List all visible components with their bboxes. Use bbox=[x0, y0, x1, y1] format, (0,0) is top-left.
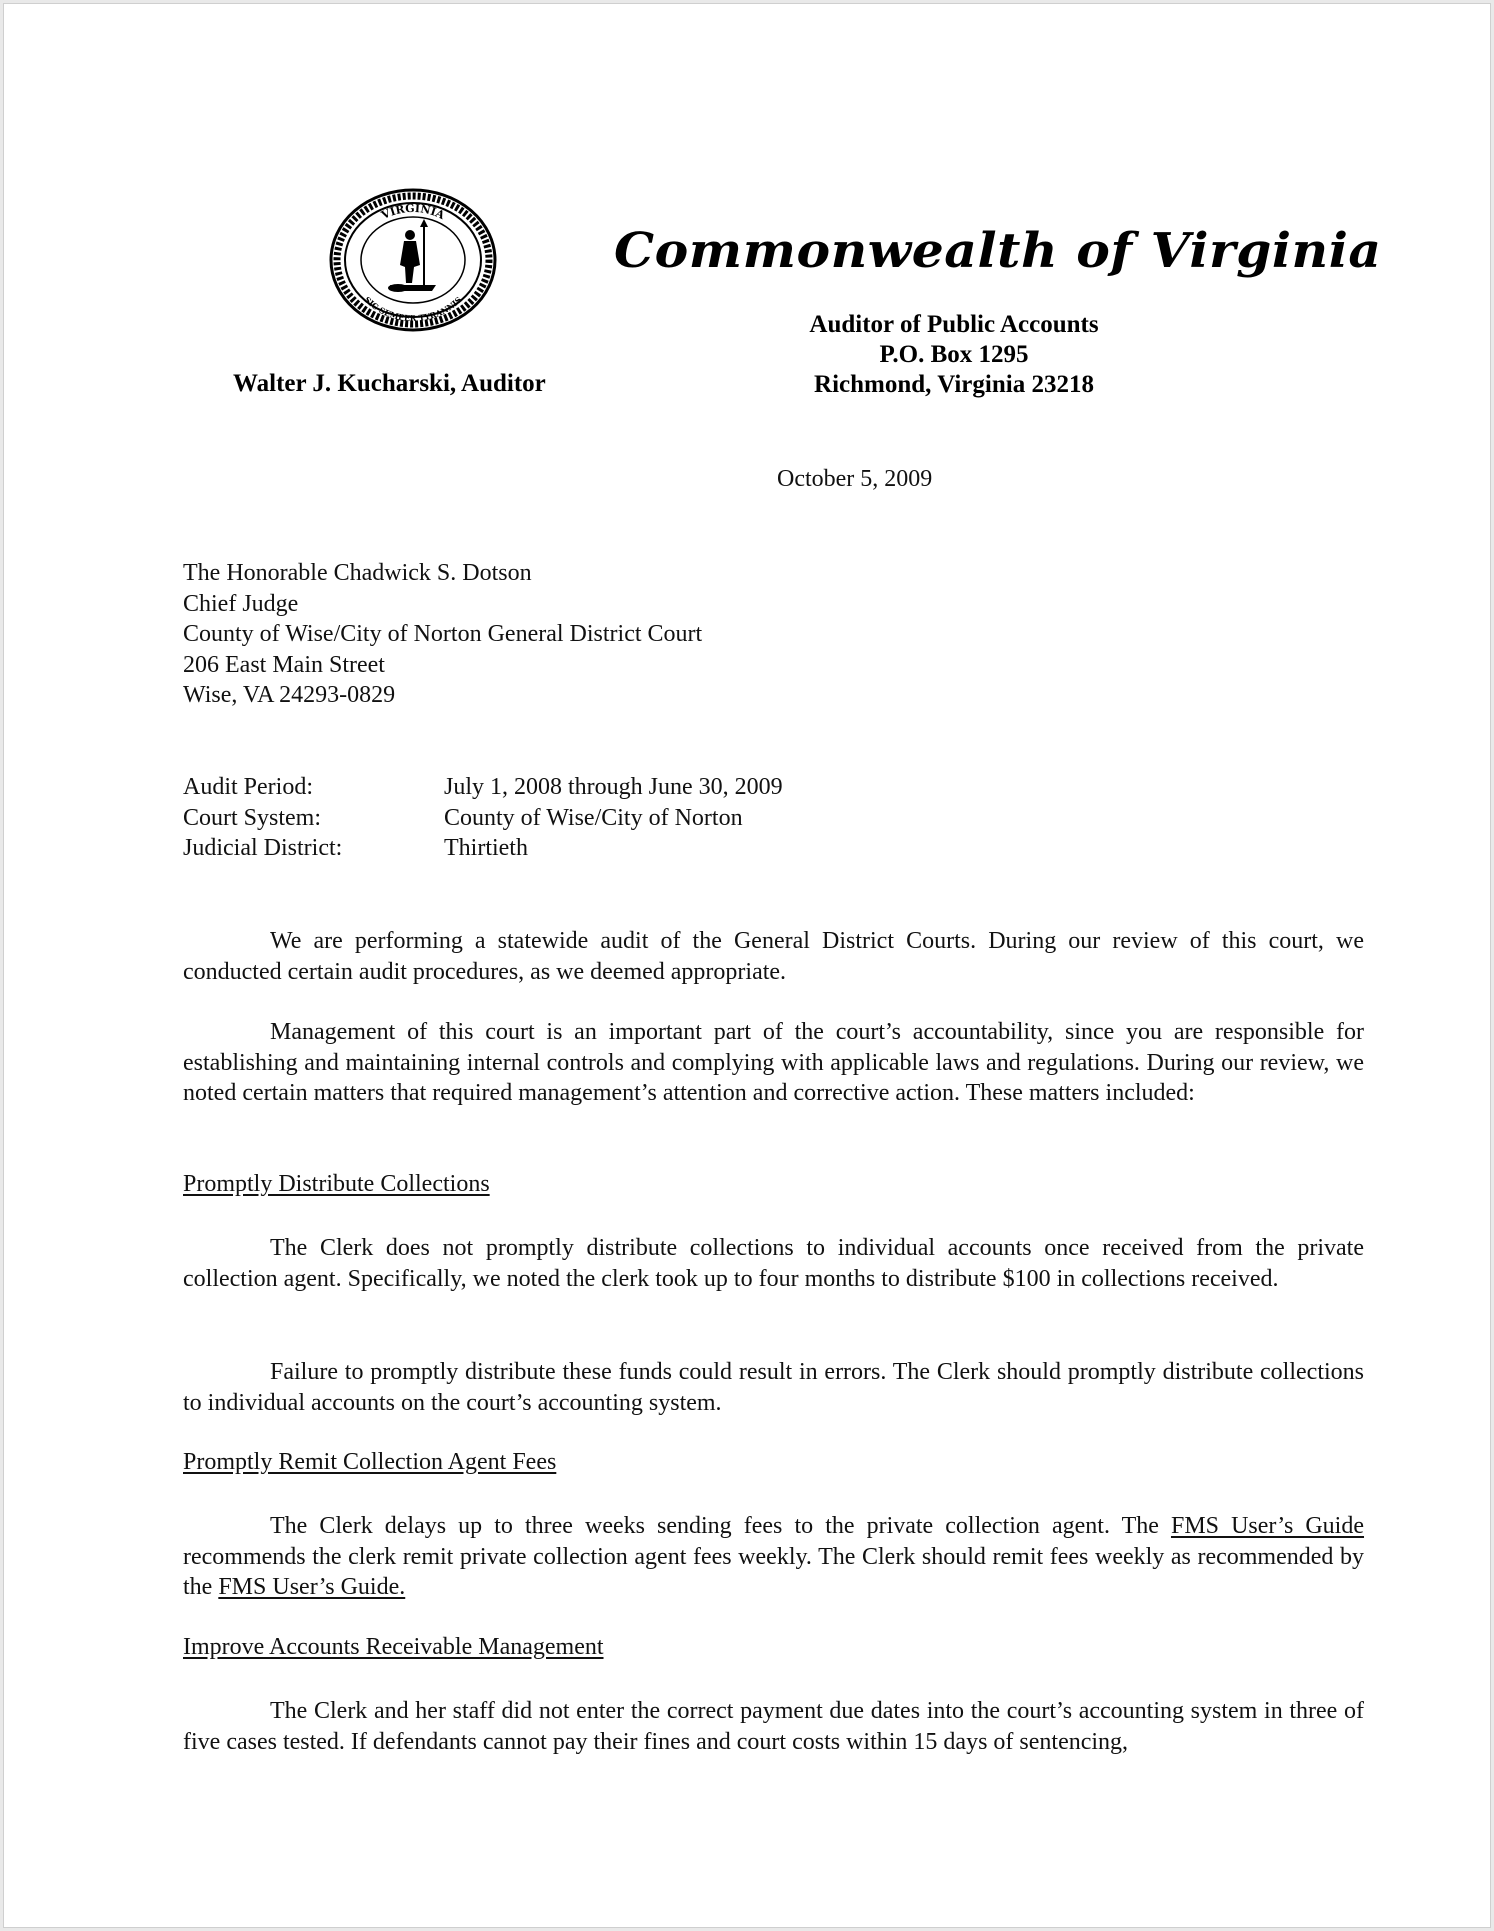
receivables-paragraph bbox=[183, 1696, 1364, 1757]
paragraph-text: The Clerk and her staff did not enter the correct payment due dates into the court’s accounting system in three of five cases tested. If defendants cannot pay their fines and court costs within 15 days of sentencing, bbox=[183, 1698, 1364, 1755]
virginia-seal-icon bbox=[328, 187, 498, 333]
svg-text:VIRGINIA: VIRGINIA bbox=[379, 201, 447, 223]
distribute-paragraph bbox=[183, 1233, 1364, 1294]
audit-info-label: Audit Period: bbox=[183, 774, 313, 800]
svg-text:SIC SEMPER TYRANNIS: SIC SEMPER TYRANNIS bbox=[362, 294, 464, 324]
section-heading-receivables: Improve Accounts Receivable Management bbox=[183, 1634, 604, 1660]
recipient-name: The Honorable Chadwick S. Dotson bbox=[183, 560, 532, 586]
audit-info-label: Judicial District: bbox=[183, 835, 343, 861]
audit-info-row bbox=[183, 803, 783, 834]
section-heading-distribute: Promptly Distribute Collections bbox=[183, 1171, 490, 1197]
paragraph-text: The Clerk delays up to three weeks sending fees to the private collection agent. The bbox=[270, 1513, 1171, 1539]
distribute-recommendation bbox=[183, 1357, 1364, 1418]
intro-paragraph bbox=[183, 926, 1364, 987]
audit-info-value: July 1, 2008 through June 30, 2009 bbox=[444, 774, 783, 800]
fms-guide-link: FMS User’s Guide. bbox=[218, 1574, 406, 1600]
audit-info-value: County of Wise/City of Norton bbox=[444, 804, 743, 831]
office-name: Auditor of Public Accounts bbox=[809, 311, 1099, 338]
letter-page bbox=[3, 3, 1491, 1928]
recipient-address bbox=[183, 558, 702, 711]
recipient-title: Chief Judge bbox=[183, 590, 299, 617]
paragraph-text: We are performing a statewide audit of the General District Courts. During our review of this court, we conducted certain audit procedures, as we deemed appropriate. bbox=[183, 928, 1364, 985]
audit-info-row bbox=[183, 772, 783, 803]
recipient-court: County of Wise/City of Norton General District Court bbox=[183, 621, 703, 647]
management-paragraph bbox=[183, 1017, 1364, 1109]
audit-info bbox=[183, 772, 783, 864]
paragraph-text: Failure to promptly distribute these funds could result in errors. The Clerk should promptly distribute collections to individual accounts on the court’s accounting system. bbox=[183, 1359, 1364, 1416]
fms-guide-link: FMS User’s Guide bbox=[1170, 1513, 1365, 1539]
paragraph-text: Management of this court is an important part of the court’s accountability, since you are responsible for establishing and maintaining internal controls and complying with applicable laws and regulations. During our review, we noted certain matters that required management’s attention and corrective action. These matters included: bbox=[183, 1019, 1364, 1106]
section-heading-remit-fees: Promptly Remit Collection Agent Fees bbox=[183, 1449, 557, 1475]
audit-info-label: Court System: bbox=[183, 804, 322, 831]
office-address-block bbox=[764, 310, 1144, 400]
letterhead-title: Commonwealth of Virginia bbox=[614, 223, 1382, 279]
auditor-name: Walter J. Kucharski, Auditor bbox=[233, 370, 546, 397]
paragraph-text: recommends the clerk remit private collection agent fees weekly. The Clerk should remit fees weekly as recommended by the bbox=[183, 1543, 1364, 1600]
letter-date: October 5, 2009 bbox=[777, 466, 933, 492]
po-box: P.O. Box 1295 bbox=[879, 341, 1029, 368]
recipient-city: Wise, VA 24293-0829 bbox=[183, 682, 396, 708]
office-city: Richmond, Virginia 23218 bbox=[814, 371, 1094, 398]
remit-fees-paragraph bbox=[183, 1511, 1364, 1603]
audit-info-row bbox=[183, 833, 783, 864]
paragraph-text: The Clerk does not promptly distribute collections to individual accounts once received from the private collection agent. Specifically, we noted the clerk took up to four months to distribute $100 in collections received. bbox=[183, 1235, 1364, 1292]
audit-info-value: Thirtieth bbox=[444, 835, 528, 861]
recipient-street: 206 East Main Street bbox=[183, 651, 385, 678]
